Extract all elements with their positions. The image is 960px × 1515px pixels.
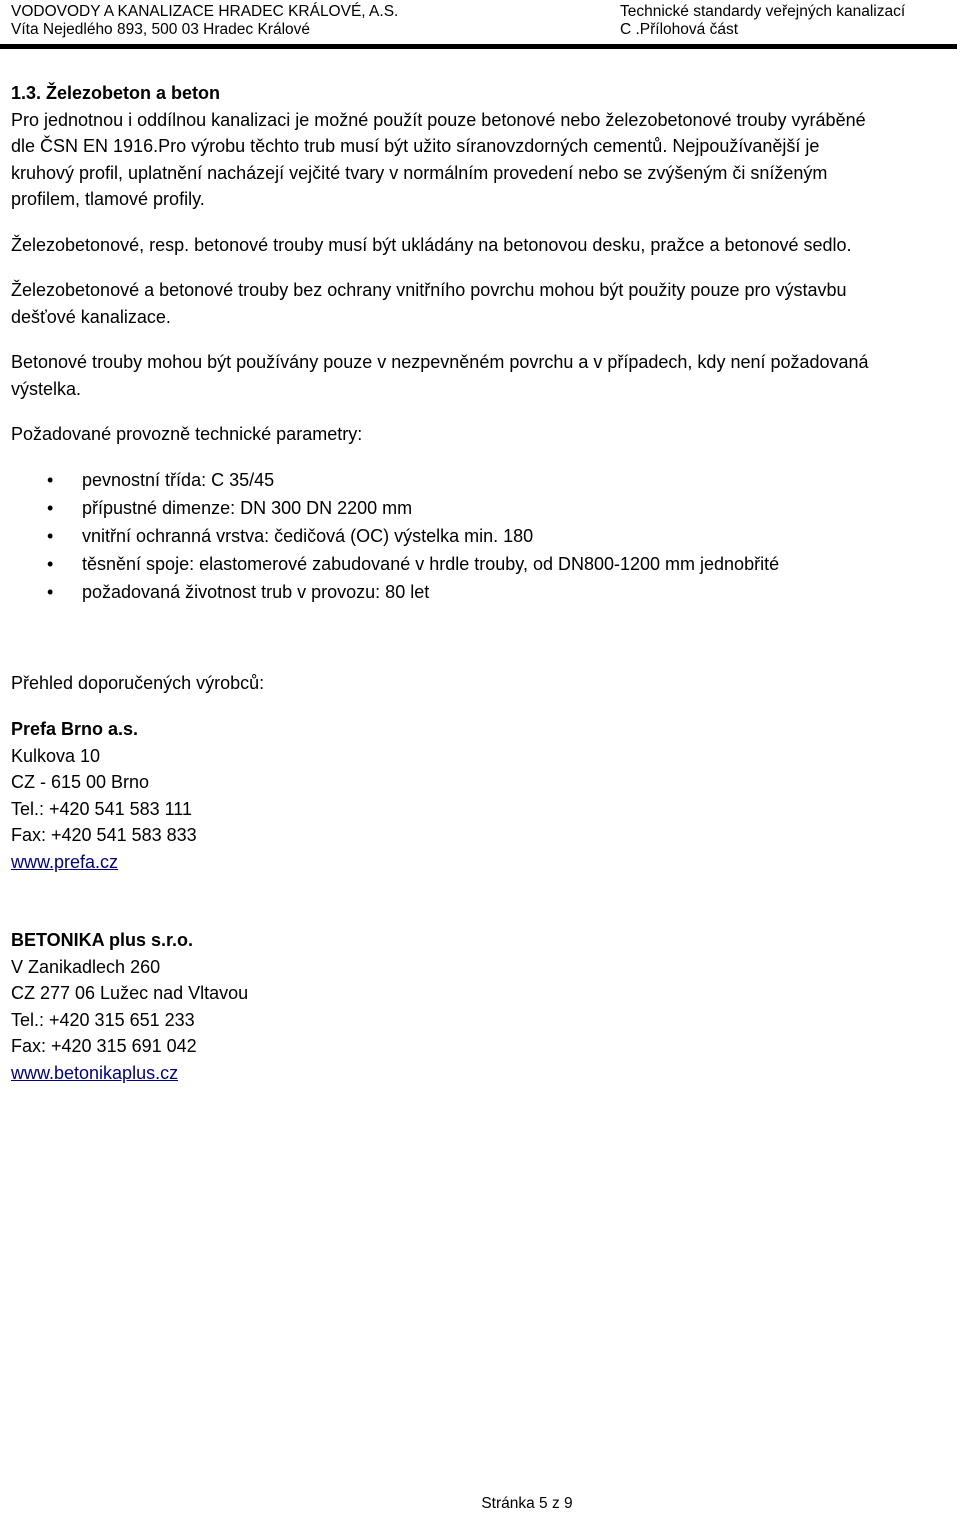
bullet-icon: • — [47, 581, 54, 602]
paragraph-line: dle ČSN EN 1916.Pro výrobu těchto trub musí být užito síranovzdorných cementů. Nejpoužívanější je — [11, 136, 820, 156]
paragraph-line: Železobetonové a betonové trouby bez ochrany vnitřního povrchu mohou být použity pouze pro výstavbu — [11, 280, 847, 300]
page-header — [11, 2, 957, 50]
manufacturer-street: V Zanikadlech 260 — [11, 956, 161, 977]
page-number: Stránka 5 z 9 — [481, 1495, 573, 1512]
paragraph-line: výstelka. — [11, 378, 82, 399]
list-item-text: přípustné dimenze: DN 300 DN 2200 mm — [82, 497, 413, 518]
section-heading: 1.3. Železobeton a beton — [11, 83, 221, 103]
manufacturer-phone: Tel.: +420 315 651 233 — [11, 1009, 195, 1030]
header-document-part: C .Přílohová část — [620, 21, 739, 38]
manufacturer-betonika — [11, 927, 957, 1086]
protection-paragraph — [11, 277, 957, 330]
list-item-text: požadovaná životnost trub v provozu: 80 let — [82, 581, 430, 602]
bullet-icon: • — [47, 525, 54, 546]
paragraph-line: Pro jednotnou i oddílnou kanalizaci je možné použít pouze betonové nebo železobetonové trouby vyráběné — [11, 109, 866, 130]
bullet-icon: • — [47, 553, 54, 574]
list-item — [11, 522, 957, 550]
manufacturer-fax: Fax: +420 541 583 833 — [11, 825, 197, 845]
bedding-paragraph: Železobetonové, resp. betonové trouby musí být ukládány na betonovou desku, pražce a betonové sedlo. — [11, 234, 852, 255]
list-item — [11, 578, 957, 606]
paragraph-line: Betonové trouby mohou být používány pouze v nezpevněném povrchu a v případech, kdy není požadovaná — [11, 352, 869, 372]
manufacturer-fax: Fax: +420 315 691 042 — [11, 1036, 197, 1056]
header-document-title: Technické standardy veřejných kanalizací — [620, 3, 906, 20]
intro-paragraph — [11, 107, 957, 213]
list-item — [11, 550, 957, 578]
paragraph-line: kruhový profil, uplatnění nacházejí vejčité tvary v normálním provedení nebo se zvýšeným či sníženým — [11, 162, 828, 183]
manufacturer-name: BETONIKA plus s.r.o. — [11, 930, 194, 950]
manufacturer-city: CZ 277 06 Lužec nad Vltavou — [11, 983, 249, 1003]
list-item-text: pevnostní třída: C 35/45 — [82, 469, 275, 490]
parameters-title: Požadované provozně technické parametry: — [11, 424, 363, 444]
manufacturer-city: CZ - 615 00 Brno — [11, 772, 150, 792]
header-organization-name: VODOVODY A KANALIZACE HRADEC KRÁLOVÉ, A.S. — [11, 3, 399, 20]
bullet-icon: • — [47, 497, 54, 518]
manufacturer-website-link[interactable]: www.betonikaplus.cz — [11, 1062, 179, 1083]
list-item — [11, 466, 957, 494]
list-item-text: těsnění spoje: elastomerové zabudované v hrdle trouby, od DN800-1200 mm jednobřité — [82, 553, 780, 574]
concrete-usage-paragraph — [11, 349, 957, 402]
manufacturer-street: Kulkova 10 — [11, 745, 101, 766]
header-organization-address: Víta Nejedlého 893, 500 03 Hradec Králové — [11, 21, 311, 38]
list-item — [11, 494, 957, 522]
paragraph-line: dešťové kanalizace. — [11, 306, 171, 327]
manufacturers-overview-title: Přehled doporučených výrobců: — [11, 672, 265, 693]
list-item-text: vnitřní ochranná vrstva: čedičová (OC) výstelka min. 180 — [82, 525, 534, 546]
manufacturer-name: Prefa Brno a.s. — [11, 719, 139, 739]
paragraph-line: profilem, tlamové profily. — [11, 189, 205, 209]
header-divider — [0, 44, 957, 49]
document-body — [11, 80, 957, 1086]
manufacturer-phone: Tel.: +420 541 583 111 — [11, 798, 192, 819]
manufacturer-prefa — [11, 716, 957, 875]
manufacturer-website-link[interactable]: www.prefa.cz — [11, 851, 119, 872]
parameters-list — [11, 466, 957, 606]
bullet-icon: • — [47, 469, 54, 490]
